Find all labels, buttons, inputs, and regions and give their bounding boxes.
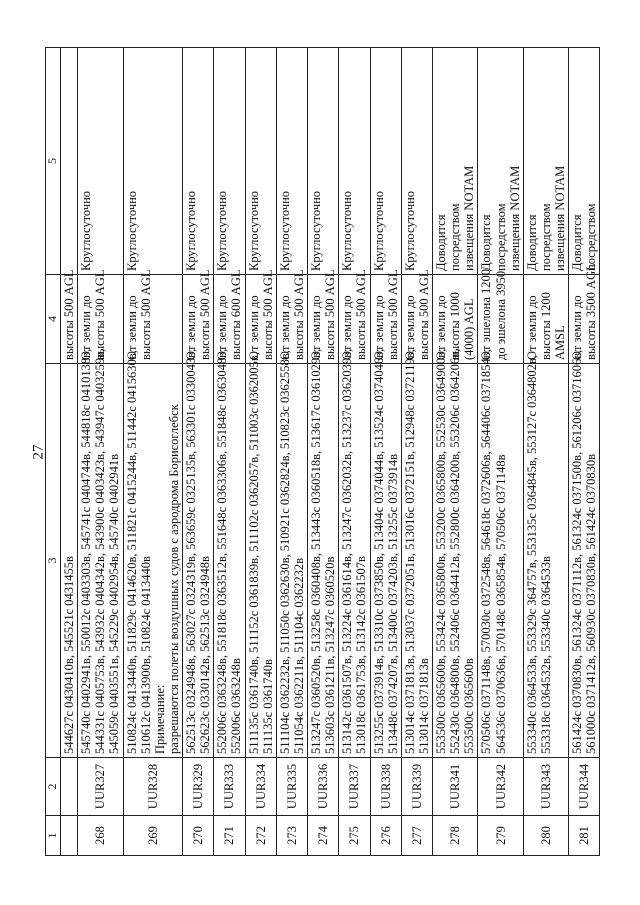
altitude-line: высоты 500 AGL xyxy=(385,269,400,360)
coordinate-line: 553500с 0365600в, 553424с 0365800в, 553200с 0365800в, 552530с 0364900в, xyxy=(434,348,448,754)
altitude-line: высоты 3500 AGL xyxy=(584,263,599,360)
schedule-line: Круглосуточно xyxy=(309,190,323,271)
altitude-cell xyxy=(370,269,401,364)
coordinate-line: 561424с 0370830в, 561324с 0371112в, 561324с 0371500в, 561206с 0371606в, xyxy=(570,349,585,754)
schedule-cell xyxy=(401,48,432,275)
table-row xyxy=(478,48,523,856)
zone-code-cell: UUR327 xyxy=(78,758,123,816)
schedule-line: Доводится xyxy=(524,214,539,271)
zone-code-cell: UUR344 xyxy=(569,758,600,816)
altitude-cell xyxy=(569,263,600,364)
header-col-4: 4 xyxy=(46,275,61,364)
schedule-line: Круглосуточно xyxy=(215,190,230,271)
altitude-cell xyxy=(523,275,568,364)
coordinates-cell xyxy=(523,355,568,758)
altitude-line: высоты 500 AGL xyxy=(323,269,338,360)
altitude-cell xyxy=(276,269,307,364)
table-row xyxy=(276,48,307,856)
row-number-cell: 277 xyxy=(401,816,432,856)
schedule-line: Круглосуточно xyxy=(340,190,355,271)
altitude-line: высоты 500 AGL xyxy=(93,269,108,360)
coordinate-line: 511135с 0361740в xyxy=(260,659,275,754)
altitude-line: высоты 500 AGL xyxy=(260,269,275,360)
row-number-cell: 281 xyxy=(569,816,600,856)
altitude-line: От земли до xyxy=(524,295,539,360)
zone-code-cell: UUR343 xyxy=(523,758,568,816)
table-row xyxy=(308,48,339,856)
zone-code-cell: UUR329 xyxy=(183,758,214,816)
schedule-line: Круглосуточно xyxy=(277,190,292,271)
row-number-cell: 278 xyxy=(433,816,478,856)
table-body xyxy=(61,48,600,856)
altitude-line: От земли до xyxy=(309,295,323,360)
schedule-cell xyxy=(78,48,123,275)
schedule-line: посредством xyxy=(538,203,553,271)
altitude-cell xyxy=(308,269,339,364)
rotated-page-content xyxy=(45,48,599,856)
coordinate-line: 513603с 0361211в, 513247с 0360520в xyxy=(323,556,338,754)
coordinate-line: 570506с 0371148в, 570030с 0372548в, 564618с 0372606в, 564406с 0371854в, xyxy=(479,349,494,754)
row-number-cell: 270 xyxy=(183,816,214,856)
coordinate-line: 513247с 0360520в, 513258с 0360408в, 513443с 0360518в, 513617с 0361029в, xyxy=(309,348,323,754)
note-line: разрешаются полеты воздушных судов с аэродрома Борисоглебск xyxy=(166,404,181,754)
altitude-line: От земли до xyxy=(402,295,417,360)
table-row xyxy=(123,48,183,856)
coordinate-line: 552430с 0364800в, 552406с 0364412в, 552800с 0364200в, 553206с 0364206в, xyxy=(448,348,463,754)
zone-code-cell: UUR334 xyxy=(245,758,276,816)
coordinates-cell xyxy=(245,352,276,758)
altitude-cell xyxy=(214,269,245,364)
coordinate-line: 513448с 0374207в, 513400с 0374203в, 513255с 0373914в xyxy=(385,454,400,754)
altitude-line: высоты 500 AGL xyxy=(354,269,369,360)
altitude-line: От земли до xyxy=(215,295,230,360)
table-row xyxy=(569,48,600,856)
schedule-cell xyxy=(370,48,401,275)
coordinate-line: 562513с 0324948в, 563027с 0324319в, 563659с 0325135в, 563301с 0330043в, xyxy=(184,348,198,754)
coordinate-line: 553500с 0365600в xyxy=(462,658,477,754)
coordinates-cell xyxy=(433,348,478,758)
schedule-line: Круглосуточно xyxy=(124,190,139,271)
schedule-cell xyxy=(569,48,600,275)
coordinate-line: 513255с 0373914в, 513310с 0373850в, 513404с 0374044в, 513524с 0374046в, xyxy=(371,348,386,754)
continuation-code-cell xyxy=(61,758,78,816)
altitude-line: (4000) AGL xyxy=(462,298,477,360)
coordinate-line: 553318с 0364532в, 553340с 0364533в xyxy=(538,556,553,754)
table-row xyxy=(78,48,123,856)
table-row xyxy=(339,48,370,856)
coordinates-cell xyxy=(123,350,183,758)
continuation-coordinates-cell xyxy=(61,364,78,758)
coordinate-line: 552006с 0363248в xyxy=(229,658,244,754)
row-number-cell: 273 xyxy=(276,816,307,856)
row-number-cell: 280 xyxy=(523,816,568,856)
altitude-line: От земли до xyxy=(340,295,355,360)
altitude-line: высоты 500 AGL xyxy=(62,269,76,360)
altitude-line: высоты 500 AGL xyxy=(416,269,431,360)
zone-code-cell: UUR341 xyxy=(433,758,478,816)
zone-code-cell: UUR333 xyxy=(214,758,245,816)
header-col-2: 2 xyxy=(46,758,61,816)
schedule-line: Круглосуточно xyxy=(184,190,198,271)
schedule-line: Круглосуточно xyxy=(402,190,417,271)
schedule-cell xyxy=(478,48,523,275)
header-row xyxy=(46,48,61,856)
coordinate-line: 545059с 0403551в, 545229с 0402954в, 545740с 0402941в xyxy=(107,454,122,754)
row-number-cell: 272 xyxy=(245,816,276,856)
table-row xyxy=(183,48,214,856)
schedule-cell xyxy=(245,48,276,275)
coordinate-line: 562623с 0330142в, 562513с 0324948в xyxy=(198,556,213,754)
header-col-3: 3 xyxy=(46,364,61,758)
coordinates-cell xyxy=(214,348,245,758)
coordinates-cell xyxy=(478,349,523,758)
coordinate-line: 561000с 0371412в, 560930с 0370830в, 561424с 0370830в xyxy=(584,454,599,754)
row-number-cell: 275 xyxy=(339,816,370,856)
altitude-line: От земли до xyxy=(79,295,94,360)
altitude-line: От земли до xyxy=(371,295,386,360)
table-row xyxy=(433,48,478,856)
coordinate-line: 510612с 0413900в, 510824с 0413440в xyxy=(138,556,153,754)
page-number: 27 xyxy=(30,444,47,460)
schedule-line: Круглосуточно xyxy=(79,190,94,271)
altitude-cell xyxy=(183,269,214,364)
coordinate-line: 513018с 0361753в, 513142с 0361507в xyxy=(354,556,369,754)
zone-code-cell: UUR342 xyxy=(478,758,523,816)
airspace-zones-table xyxy=(45,47,600,856)
altitude-line: до эшелона 3950 xyxy=(493,270,508,360)
coordinate-line: 511135с 0361740в, 511152с 0361839в, 511102с 0362057в, 511003с 0362005в, xyxy=(246,352,261,754)
coordinate-line: 513014с 0371813в, 513037с 0372051в, 513016с 0372151в, 512948с 0372119в, xyxy=(402,349,417,754)
coordinates-cell xyxy=(339,348,370,758)
altitude-line: высоты 500 AGL xyxy=(291,269,306,360)
table-row xyxy=(245,48,276,856)
schedule-cell xyxy=(308,48,339,275)
schedule-cell xyxy=(183,48,214,275)
continuation-row xyxy=(61,48,78,856)
coordinates-cell xyxy=(183,348,214,758)
row-number-cell: 269 xyxy=(123,816,183,856)
coordinate-line: 513014с 0371813в xyxy=(416,658,431,754)
altitude-line: высоты 500 AGL xyxy=(198,269,213,360)
zone-code-cell: UUR328 xyxy=(123,758,183,816)
coordinate-line: 564536с 0370636в, 570148с 0365854в, 570506с 0371148в xyxy=(493,454,508,754)
coordinate-line: 553340с 0364533в, 553329с 364757в, 553135с 0364845в, 553127с 0364802в, xyxy=(524,355,539,754)
schedule-line: Круглосуточно xyxy=(246,190,261,271)
altitude-cell xyxy=(123,269,183,364)
altitude-cell xyxy=(78,269,123,364)
row-number-cell: 268 xyxy=(78,816,123,856)
zone-code-cell: UUR335 xyxy=(276,758,307,816)
altitude-cell xyxy=(339,269,370,364)
header-col-5: 5 xyxy=(46,48,61,275)
row-number-cell: 276 xyxy=(370,816,401,856)
schedule-cell xyxy=(523,48,568,275)
schedule-line: Круглосуточно xyxy=(371,190,386,271)
coordinate-line: 513142с 0361507в, 513224с 0361614в, 513247с 0362032в, 513237с 0362039в, xyxy=(340,348,355,754)
table-row xyxy=(370,48,401,856)
schedule-line: посредством xyxy=(448,203,463,271)
coordinate-line: 545740с 0402941в, 550012с 0403303в, 545741с 0404744в, 544818с 0410138в, xyxy=(79,348,94,754)
table-row xyxy=(214,48,245,856)
schedule-cell xyxy=(276,48,307,275)
altitude-line: От эшелона 1200 xyxy=(479,268,494,360)
row-number-cell: 274 xyxy=(308,816,339,856)
coordinates-cell xyxy=(370,348,401,758)
altitude-line: От земли до xyxy=(277,295,292,360)
schedule-cell xyxy=(214,48,245,275)
row-number-cell: 279 xyxy=(478,816,523,856)
header-col-1: 1 xyxy=(46,816,61,856)
altitude-line: высоты 500 AGL xyxy=(138,269,153,360)
altitude-cell xyxy=(401,269,432,364)
altitude-line: высоты 600 AGL xyxy=(229,269,244,360)
altitude-line: От земли до xyxy=(124,295,139,360)
table-row xyxy=(401,48,432,856)
row-number-cell: 271 xyxy=(214,816,245,856)
continuation-altitude-cell xyxy=(61,269,78,364)
schedule-line: извещения NOTAM xyxy=(553,165,567,271)
schedule-cell xyxy=(123,48,183,275)
table-row xyxy=(523,48,568,856)
altitude-cell xyxy=(433,275,478,364)
schedule-line: извещения NOTAM xyxy=(507,165,522,271)
altitude-line: высоты 1000 xyxy=(448,292,463,360)
continuation-schedule-cell xyxy=(61,48,78,275)
coordinates-cell xyxy=(308,348,339,758)
zone-code-cell: UUR337 xyxy=(339,758,370,816)
altitude-line: От земли до xyxy=(570,295,585,360)
coordinate-line: 510824с 0413440в, 511829с 0414620в, 511821с 0415244в, 511442с 0415630в, xyxy=(124,350,139,754)
coordinates-cell xyxy=(401,349,432,758)
schedule-line: извещения NOTAM xyxy=(462,165,477,271)
coordinate-line: 544627с 0430410в, 545521с 0431455в xyxy=(62,556,76,754)
coordinate-line: 544331с 0405753в, 543932с 0404342в, 543900с 0403423в, 543947с 0403259в, xyxy=(93,348,108,754)
zone-code-cell: UUR338 xyxy=(370,758,401,816)
coordinate-line: 552006с 0363248в, 551818с 0363512в, 551648с 0363306в, 551848с 0363048в, xyxy=(215,348,230,754)
altitude-line: От земли до xyxy=(246,295,261,360)
coordinates-cell xyxy=(276,350,307,758)
schedule-line: Доводится xyxy=(434,214,448,271)
altitude-line: высоты 1200 xyxy=(538,292,553,360)
note-line: Примечание: xyxy=(152,684,167,754)
zone-code-cell: UUR336 xyxy=(308,758,339,816)
altitude-cell xyxy=(478,268,523,364)
schedule-cell xyxy=(433,48,478,275)
altitude-line: От земли до xyxy=(184,295,198,360)
altitude-line: От земли до xyxy=(434,295,448,360)
coordinate-line: 511054с 0362211в, 511104с 0362232в xyxy=(291,557,306,754)
zone-code-cell: UUR339 xyxy=(401,758,432,816)
schedule-line: Доводится xyxy=(479,214,494,271)
coordinate-line: 511104с 0362232в, 511050с 0362630в, 510921с 0362824в, 510823с 0362558в, xyxy=(277,350,292,754)
schedule-line: посредством xyxy=(584,203,599,271)
continuation-number-cell xyxy=(61,816,78,856)
altitude-line: AMSL xyxy=(553,325,567,360)
altitude-cell xyxy=(245,269,276,364)
coordinates-cell xyxy=(78,348,123,758)
schedule-line: посредством xyxy=(493,203,508,271)
coordinates-cell xyxy=(569,349,600,758)
schedule-line: Доводится xyxy=(570,214,585,271)
schedule-cell xyxy=(339,48,370,275)
